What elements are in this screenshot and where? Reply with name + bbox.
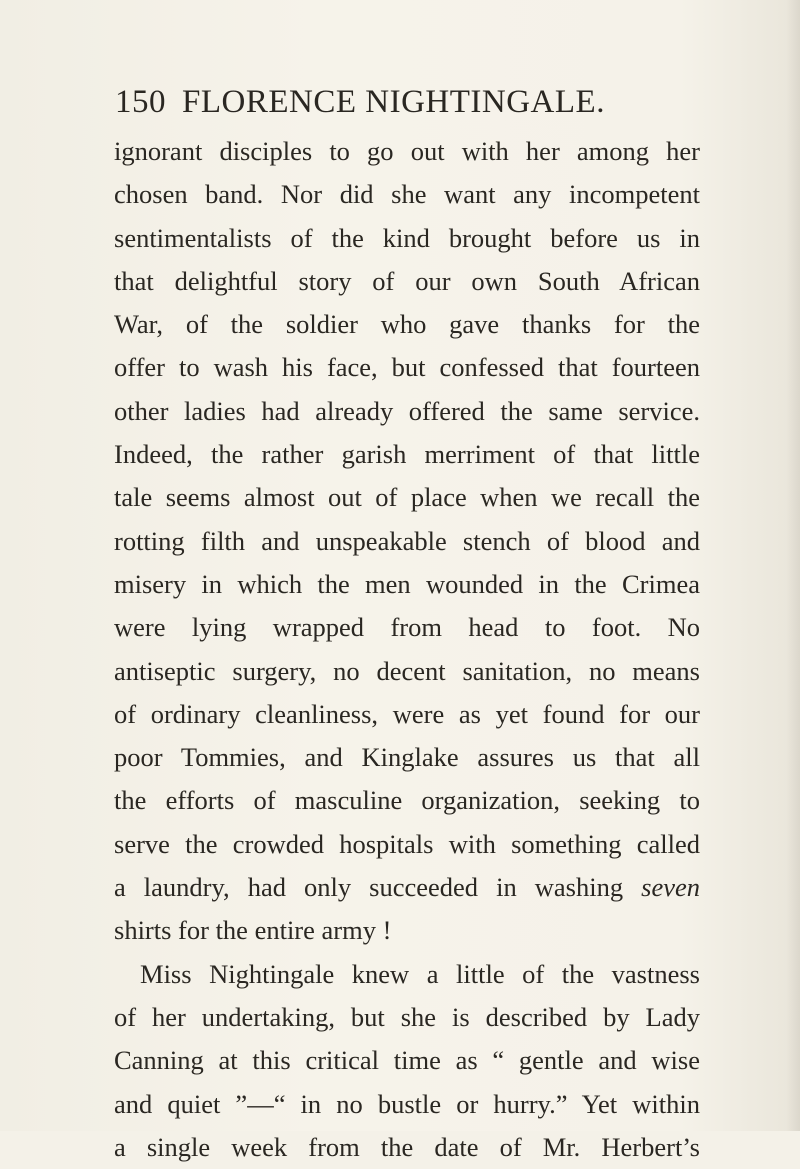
text-line: Canning at this critical time as “ gentle and wise bbox=[114, 1045, 700, 1076]
paragraph-start-line: Miss Nightingale knew a little of the vastness bbox=[140, 958, 700, 989]
text-line: rotting filth and unspeakable stench of blood and bbox=[114, 525, 700, 556]
text-line: the efforts of masculine organization, seeking to bbox=[114, 785, 700, 816]
page-number: 150 bbox=[115, 84, 166, 120]
text-line: ignorant disciples to go out with her among her bbox=[114, 136, 700, 166]
body-text bbox=[114, 130, 700, 1169]
text-line: were lying wrapped from head to foot. No bbox=[114, 612, 700, 643]
text-line: sentimentalists of the kind brought before us in bbox=[114, 222, 700, 253]
text-line: offer to wash his face, but confessed that fourteen bbox=[114, 352, 700, 383]
paragraph-end-line: shirts for the entire army ! bbox=[114, 915, 392, 946]
text-line: Indeed, the rather garish merriment of that little bbox=[114, 439, 700, 470]
text-line: serve the crowded hospitals with something called bbox=[114, 828, 700, 859]
text-line: War, of the soldier who gave thanks for the bbox=[114, 309, 700, 340]
text-line: a single week from the date of Mr. Herbert’s bbox=[114, 1131, 700, 1162]
text-line-lead: a laundry, had only succeeded in washing bbox=[114, 872, 642, 903]
text-line: chosen band. Nor did she want any incompetent bbox=[114, 179, 700, 210]
text-line: poor Tommies, and Kinglake assures us that all bbox=[114, 742, 700, 773]
text-line: of her undertaking, but she is described by Lady bbox=[114, 1001, 700, 1032]
text-line: tale seems almost out of place when we recall the bbox=[114, 482, 700, 513]
running-head bbox=[115, 82, 695, 122]
text-line: of ordinary cleanliness, were as yet found for our bbox=[114, 698, 700, 729]
text-line: that delightful story of our own South African bbox=[114, 265, 700, 296]
text-line: other ladies had already offered the same service. bbox=[114, 395, 700, 426]
text-line: antiseptic surgery, no decent sanitation, no means bbox=[114, 655, 700, 686]
page-edge-shadow bbox=[786, 0, 800, 1131]
text-line: misery in which the men wounded in the Crimea bbox=[114, 568, 700, 599]
text-line-with-emphasis bbox=[114, 866, 700, 909]
running-title: FLORENCE NIGHTINGALE. bbox=[182, 84, 605, 120]
emphasized-word: seven bbox=[641, 872, 700, 903]
text-line: and quiet ”—“ in no bustle or hurry.” Yet within bbox=[114, 1088, 700, 1119]
